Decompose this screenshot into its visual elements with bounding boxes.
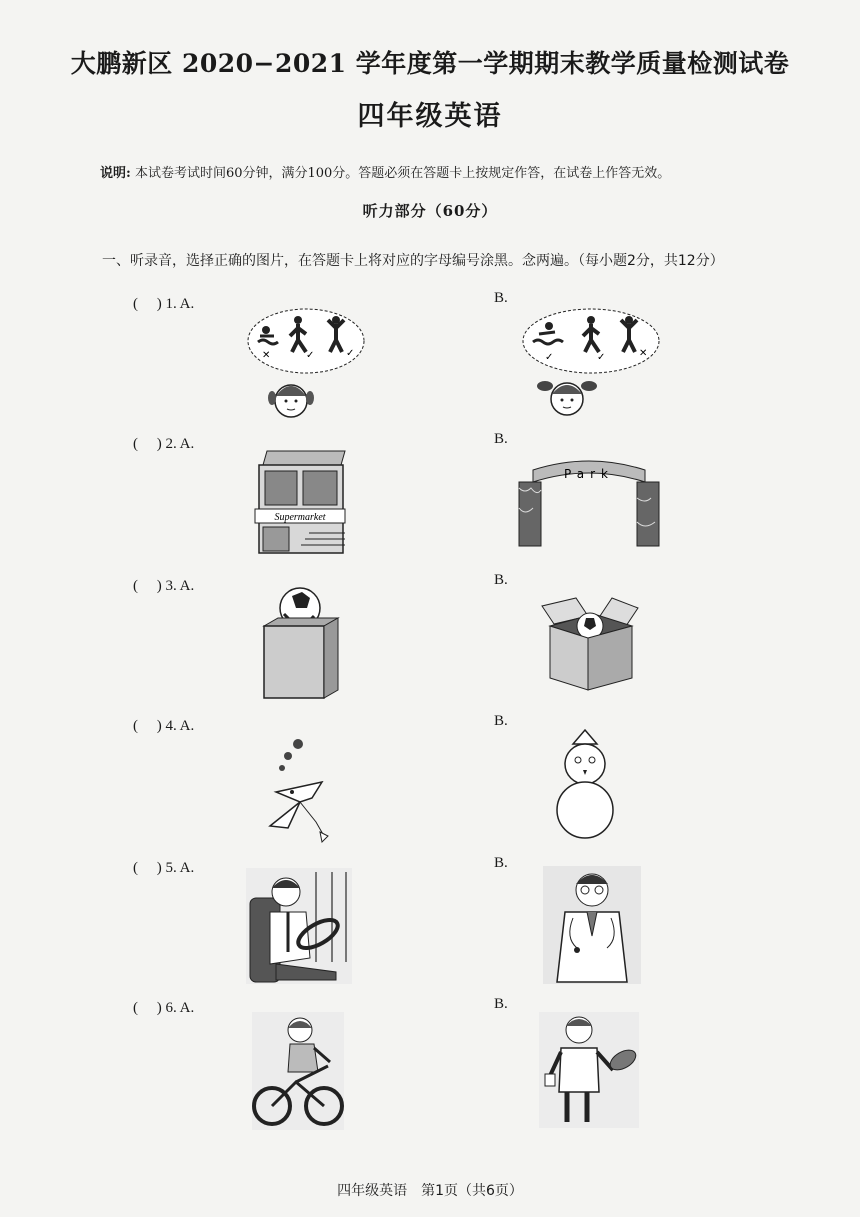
notice-text: 本试卷考试时间60分钟，满分100分。答题必须在答题卡上按规定作答，在试卷上作答无效。	[134, 166, 671, 181]
notice-label: 说明:	[100, 166, 131, 181]
boy-riding-bike-pic	[252, 1012, 344, 1130]
supermarket-pic	[249, 445, 351, 557]
svg-text:✕: ✕	[639, 348, 648, 359]
question-4-label: ( ) 4. A.	[133, 718, 195, 734]
girl-thinking-pic-a	[246, 306, 366, 418]
page-footer: 四年级英语 第1页（共6页）	[337, 1183, 523, 1199]
question-4-option-b: B.	[494, 713, 508, 729]
question-3-option-b: B.	[494, 572, 508, 588]
svg-text:✕: ✕	[262, 350, 271, 361]
question-1-option-b: B.	[494, 290, 508, 306]
girl-thinking-pic-b	[521, 306, 663, 418]
park-gate-pic	[515, 458, 663, 548]
question-6-label: ( ) 6. A.	[133, 1000, 195, 1016]
question-3-label: ( ) 3. A.	[133, 578, 195, 594]
exam-title: 大鹏新区 2020−2021 学年度第一学期期末教学质量检测试卷	[70, 49, 790, 78]
exam-notice	[100, 162, 850, 181]
svg-text:✓: ✓	[545, 352, 554, 363]
exam-subtitle: 四年级英语	[357, 101, 503, 132]
supermarket-sign: Supermarket	[274, 512, 326, 523]
snowman-pic	[552, 728, 618, 840]
question-1-label: ( ) 1. A.	[133, 296, 195, 312]
park-sign: Park	[564, 467, 614, 481]
question-2-option-b: B.	[494, 431, 508, 447]
svg-text:✓: ✓	[306, 350, 315, 361]
ball-on-box-pic	[262, 586, 342, 702]
question-5-label: ( ) 5. A.	[133, 860, 195, 876]
boy-with-kite-pic	[539, 1012, 639, 1128]
bus-driver-pic	[246, 868, 352, 984]
section-heading: 听力部分（60分）	[362, 202, 498, 220]
svg-text:✓: ✓	[597, 352, 606, 363]
kite-pic	[264, 736, 336, 844]
section-instruction: 一、听录音，选择正确的图片，在答题卡上将对应的字母编号涂黑。念两遍。（每小题2分，共12分）	[102, 253, 724, 269]
ball-in-box-pic	[540, 596, 640, 692]
question-6-option-b: B.	[494, 996, 508, 1012]
question-5-option-b: B.	[494, 855, 508, 871]
doctor-pic	[543, 866, 641, 984]
svg-text:✓: ✓	[346, 348, 355, 359]
question-2-label: ( ) 2. A.	[133, 436, 195, 452]
